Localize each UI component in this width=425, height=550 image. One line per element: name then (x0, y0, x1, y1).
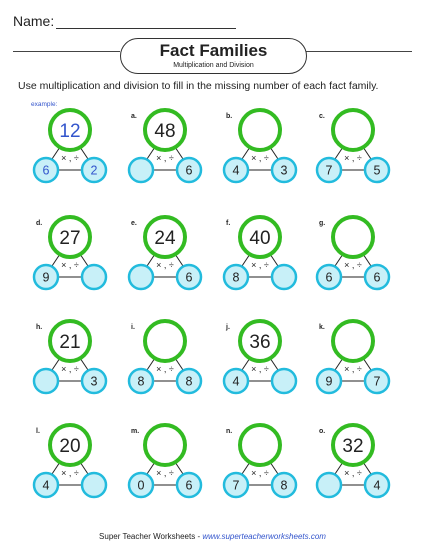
factor-value-left: 4 (232, 163, 240, 178)
problem-label: k. (319, 324, 325, 331)
operators-label: × , ÷ (156, 468, 174, 478)
factor-value-left: 8 (137, 374, 145, 389)
factor-value-right: 6 (185, 478, 193, 493)
operators-label: × , ÷ (344, 260, 362, 270)
factor-value-left: 8 (232, 270, 240, 285)
factor-value-right: 3 (280, 163, 288, 178)
name-label: Name: (13, 13, 55, 29)
factor-value-right: 7 (373, 374, 381, 389)
factor-value-right: 6 (185, 163, 193, 178)
problem-label: h. (36, 324, 43, 331)
product-circle[interactable] (333, 217, 373, 257)
factor-value-left: 7 (232, 478, 240, 493)
product-circle[interactable] (333, 110, 373, 150)
operators-label: × , ÷ (61, 468, 79, 478)
operators-label: × , ÷ (61, 153, 79, 163)
factor-value-right: 8 (185, 374, 193, 389)
factor-circle-right[interactable] (82, 265, 106, 289)
page-title: Fact Families (159, 41, 268, 60)
factor-value-left: 6 (42, 163, 50, 178)
operators-label: × , ÷ (156, 260, 174, 270)
operators-label: × , ÷ (156, 153, 174, 163)
product-value: 21 (59, 332, 81, 353)
problem-label: j. (226, 324, 230, 331)
footer-url[interactable]: www.superteacherworksheets.com (202, 532, 326, 541)
footer-text: Super Teacher Worksheets - (99, 532, 203, 541)
factor-value-right: 2 (90, 163, 98, 178)
operators-label: × , ÷ (251, 153, 269, 163)
operators-label: × , ÷ (251, 260, 269, 270)
factor-value-right: 8 (280, 478, 288, 493)
factor-value-left: 9 (42, 270, 50, 285)
factor-value-right: 5 (373, 163, 381, 178)
factor-circle-left[interactable] (129, 265, 153, 289)
problem-label: d. (36, 220, 43, 227)
problem-label: l. (36, 428, 40, 435)
problem-label: a. (131, 113, 137, 120)
product-value: 24 (154, 228, 176, 249)
factor-circle-right[interactable] (272, 369, 296, 393)
operators-label: × , ÷ (344, 364, 362, 374)
factor-value-left: 7 (325, 163, 333, 178)
problem-label: i. (131, 324, 135, 331)
operators-label: × , ÷ (344, 468, 362, 478)
factor-value-right: 3 (90, 374, 98, 389)
product-circle[interactable] (333, 321, 373, 361)
product-value: 12 (59, 121, 81, 142)
operators-label: × , ÷ (251, 364, 269, 374)
problem-label: f. (226, 220, 231, 227)
operators-label: × , ÷ (251, 468, 269, 478)
problem-label: m. (131, 428, 140, 435)
operators-label: × , ÷ (344, 153, 362, 163)
problem-label: g. (319, 220, 326, 227)
factor-circle-right[interactable] (82, 473, 106, 497)
operators-label: × , ÷ (156, 364, 174, 374)
instructions: Use multiplication and division to fill in the missing number of each fact family. (18, 80, 379, 92)
product-value: 27 (59, 228, 81, 249)
product-value: 20 (59, 436, 81, 457)
problem-label: n. (226, 428, 233, 435)
factor-value-left: 4 (232, 374, 240, 389)
factor-circle-right[interactable] (272, 265, 296, 289)
factor-value-right: 6 (185, 270, 193, 285)
factor-circle-left[interactable] (317, 473, 341, 497)
factor-value-right: 6 (373, 270, 381, 285)
example-label: example: (31, 101, 58, 108)
problem-label: o. (319, 428, 326, 435)
problem-label: c. (319, 113, 325, 120)
problem-label: e. (131, 220, 137, 227)
factor-value-left: 4 (42, 478, 50, 493)
page-subtitle: Multiplication and Division (173, 62, 254, 69)
problem-label: b. (226, 113, 233, 120)
product-circle[interactable] (145, 425, 185, 465)
factor-value-left: 9 (325, 374, 333, 389)
product-value: 48 (154, 121, 176, 142)
product-circle[interactable] (240, 110, 280, 150)
product-value: 36 (249, 332, 271, 353)
factor-value-left: 0 (137, 478, 145, 493)
product-value: 32 (342, 436, 364, 457)
operators-label: × , ÷ (61, 260, 79, 270)
footer (0, 532, 425, 541)
product-circle[interactable] (145, 321, 185, 361)
factor-circle-left[interactable] (34, 369, 58, 393)
factor-value-left: 6 (325, 270, 333, 285)
product-circle[interactable] (240, 425, 280, 465)
factor-circle-left[interactable] (129, 158, 153, 182)
product-value: 40 (249, 228, 271, 249)
operators-label: × , ÷ (61, 364, 79, 374)
factor-value-right: 4 (373, 478, 381, 493)
